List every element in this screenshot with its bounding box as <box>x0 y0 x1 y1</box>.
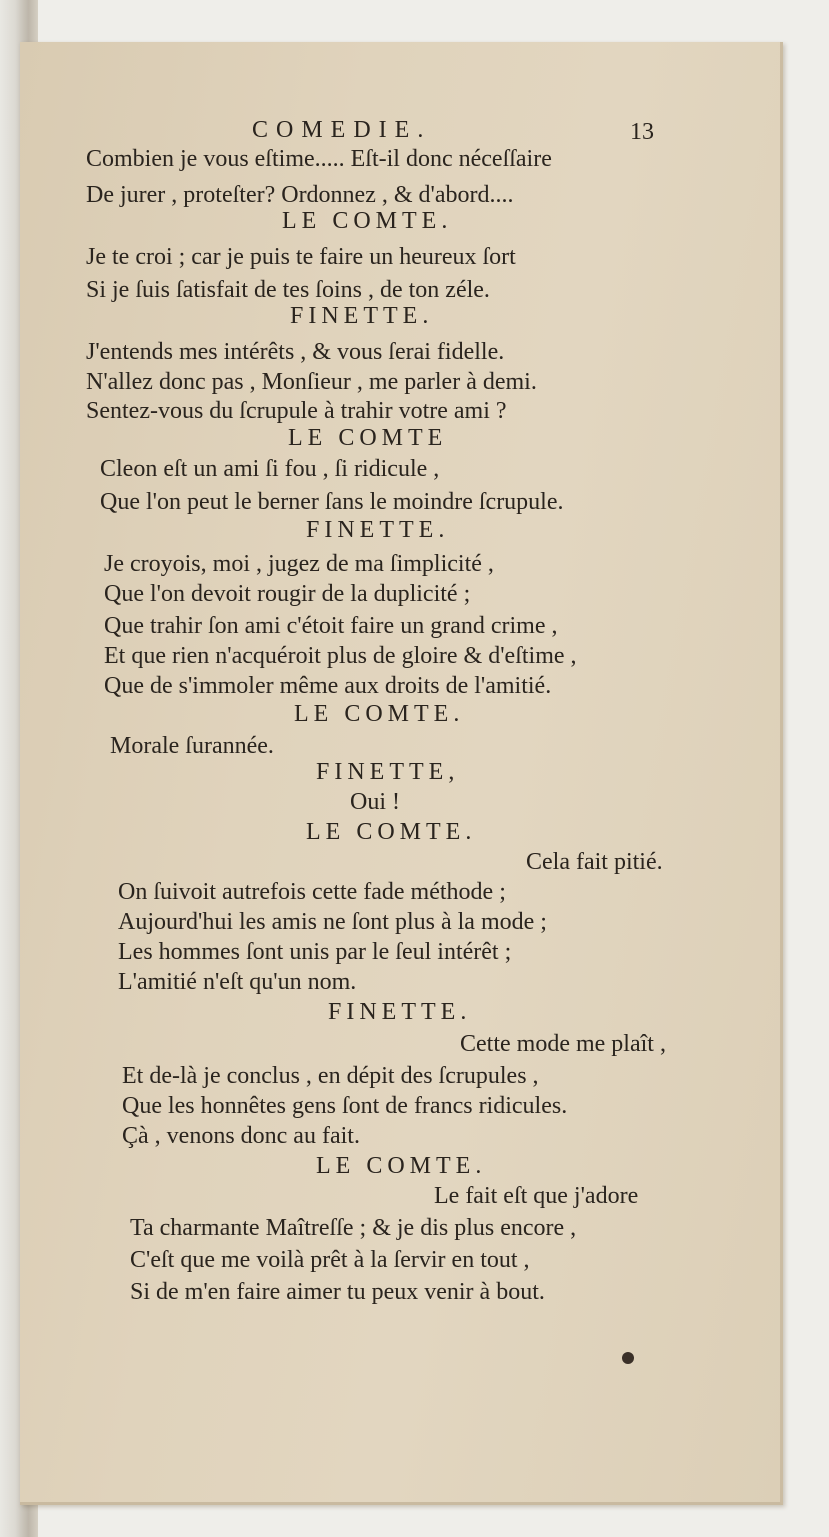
verse-line: Je croyois, moi , jugez de ma ſimplicité , <box>104 551 494 577</box>
verse-line: On ſuivoit autrefois cette fade méthode ; <box>118 879 506 905</box>
verse-line: N'allez donc pas , Monſieur , me parler à demi. <box>86 369 537 395</box>
verse-line: Si je ſuis ſatisfait de tes ſoins , de ton zéle. <box>86 277 490 303</box>
verse-line: J'entends mes intérêts , & vous ſerai fidelle. <box>86 339 505 365</box>
speaker-name: FINETTE. <box>306 517 450 543</box>
verse-line: C'eſt que me voilà prêt à la ſervir en tout , <box>130 1247 530 1273</box>
verse-line: Si de m'en faire aimer tu peux venir à bout. <box>130 1279 545 1305</box>
verse-line: Le fait eſt que j'adore <box>434 1183 639 1209</box>
verse-line: Que l'on peut le berner ſans le moindre ſcrupule. <box>100 489 564 515</box>
verse-line: Que l'on devoit rougir de la duplicité ; <box>104 581 471 607</box>
verse-line: Cela fait pitié. <box>526 849 663 875</box>
verse-line: Que les honnêtes gens ſont de francs ridicules. <box>122 1093 568 1119</box>
speaker-name: LE COMTE <box>288 425 448 451</box>
verse-line: L'amitié n'eſt qu'un nom. <box>118 969 357 995</box>
verse-line: Que trahir ſon ami c'étoit faire un grand crime , <box>104 613 558 639</box>
verse-line: Combien je vous eſtime..... Eſt-il donc néceſſaire <box>86 146 552 172</box>
running-header-title: COMEDIE. <box>252 117 432 143</box>
verse-line: Cleon eſt un ami ſi fou , ſi ridicule , <box>100 456 440 482</box>
book-page <box>20 42 783 1505</box>
speaker-name: LE COMTE. <box>306 819 477 845</box>
speaker-name: LE COMTE. <box>294 701 465 727</box>
speaker-name: FINETTE, <box>316 759 460 785</box>
verse-line: Et que rien n'acquéroit plus de gloire & d'eſtime , <box>104 643 577 669</box>
verse-line: Ta charmante Maîtreſſe ; & je dis plus encore , <box>130 1215 577 1241</box>
verse-line: Cette mode me plaît , <box>460 1031 666 1057</box>
verse-line: Je te croi ; car je puis te faire un heureux ſort <box>86 244 516 270</box>
verse-line: Çà , venons donc au fait. <box>122 1123 360 1149</box>
verse-line: Et de-là je conclus , en dépit des ſcrupules , <box>122 1063 539 1089</box>
verse-line: Aujourd'hui les amis ne ſont plus à la mode ; <box>118 909 547 935</box>
page-number: 13 <box>630 119 654 145</box>
verse-line: Oui ! <box>350 789 400 815</box>
speaker-name: FINETTE. <box>290 303 434 329</box>
verse-line: Morale ſurannée. <box>110 733 274 759</box>
verse-line: Les hommes ſont unis par le ſeul intérêt ; <box>118 939 512 965</box>
speaker-name: LE COMTE. <box>282 208 453 234</box>
ink-blot <box>622 1352 634 1364</box>
speaker-name: FINETTE. <box>328 999 472 1025</box>
verse-line: Sentez-vous du ſcrupule à trahir votre ami ? <box>86 398 507 424</box>
verse-line: De jurer , proteſter? Ordonnez , & d'abord.... <box>86 182 514 208</box>
verse-line: Que de s'immoler même aux droits de l'amitié. <box>104 673 552 699</box>
speaker-name: LE COMTE. <box>316 1153 487 1179</box>
